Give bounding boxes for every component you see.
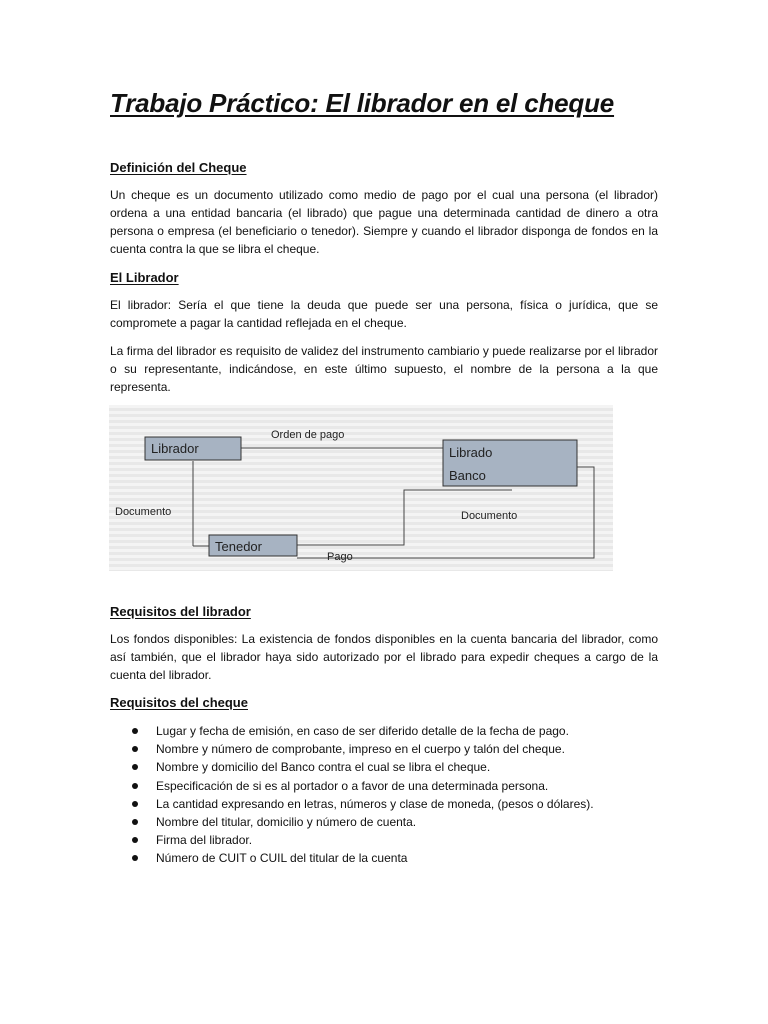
bullet-icon [132, 728, 138, 734]
list-item [110, 740, 670, 758]
tenedor-label: Tenedor [215, 539, 262, 554]
list-item [110, 795, 670, 813]
paragraph-definicion: Un cheque es un documento utilizado como medio de pago por el cual una persona (el librador) ordena a una entidad bancaria (el librado) que pague una determinada cantidad de dinero a otra persona o empresa (el beneficiario o tenedor). Siempre y cuando el librador disponga de fondos en la cuenta contra la que se libra el cheque. [110, 188, 658, 256]
bullet-icon [132, 837, 138, 843]
banco-label: Banco [449, 468, 486, 483]
paragraph-librador-2: La firma del librador es requisito de validez del instrumento cambiario y puede realizarse por el librador o su representante, indicándose, en este último supuesto, el nombre de la persona a la que representa. [110, 344, 658, 394]
list-item-text: Nombre y número de comprobante, impreso en el cuerpo y talón del cheque. [156, 742, 565, 757]
paragraph-requisitos-librador: Los fondos disponibles: La existencia de fondos disponibles en la cuenta bancaria del librador, como así también, que el librador haya sido autorizado por el librado para expedir cheques a cargo de la cuenta del librador. [110, 632, 658, 682]
list-item-text: Nombre del titular, domicilio y número de cuenta. [156, 815, 417, 830]
bullet-icon [132, 764, 138, 770]
list-item [110, 722, 670, 740]
heading-definicion: Definición del Cheque [110, 160, 247, 175]
heading-requisitos-librador: Requisitos del librador [110, 604, 251, 619]
orden-de-pago-label: Orden de pago [271, 429, 345, 441]
list-item [110, 849, 670, 867]
list-item-text: La cantidad expresando en letras, números y clase de moneda, (pesos o dólares). [156, 796, 594, 811]
heading-requisitos-cheque: Requisitos del cheque [110, 695, 248, 710]
pago-label: Pago [327, 551, 353, 563]
requisitos-cheque-list [110, 722, 670, 868]
bullet-icon [132, 819, 138, 825]
bullet-icon [132, 783, 138, 789]
diagram-svg [109, 405, 613, 571]
paragraph-librador-1: El librador: Sería el que tiene la deuda que puede ser una persona, física o jurídica, que se compromete a pagar la cantidad reflejada en el cheque. [110, 298, 658, 330]
list-item-text: Especificación de si es al portador o a favor de una determinada persona. [156, 778, 549, 793]
page-title: Trabajo Práctico: El librador en el cheque [110, 88, 615, 118]
list-item [110, 777, 670, 795]
list-item-text: Lugar y fecha de emisión, en caso de ser diferido detalle de la fecha de pago. [156, 724, 569, 738]
heading-librador: El Librador [110, 270, 179, 285]
cheque-flow-diagram [109, 405, 613, 571]
list-item [110, 758, 670, 776]
diagram-background [109, 405, 613, 571]
list-item [110, 813, 670, 831]
list-item-text: Número de CUIT o CUIL del titular de la cuenta [156, 851, 408, 866]
bullet-icon [132, 746, 138, 752]
list-item-text: Firma del librador. [156, 833, 253, 848]
list-item-text: Nombre y domicilio del Banco contra el cual se libra el cheque. [156, 760, 491, 775]
bullet-icon [132, 801, 138, 807]
bullet-icon [132, 855, 138, 861]
librado-label: Librado [449, 445, 493, 460]
documento-left-label: Documento [115, 506, 172, 518]
librador-label: Librador [151, 441, 199, 456]
documento-right-label: Documento [461, 510, 518, 522]
list-item [110, 831, 670, 849]
